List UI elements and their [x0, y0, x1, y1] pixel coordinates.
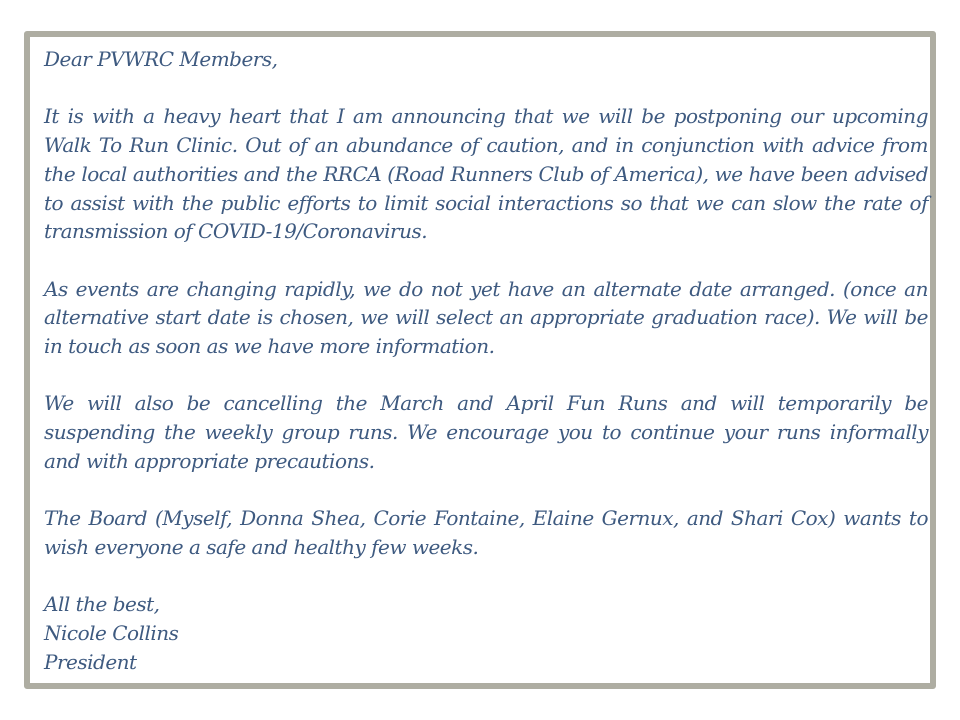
signer-title: President	[44, 649, 137, 674]
paragraph-postponement: It is with a heavy heart that I am announcing that we will be postponing our upcoming Walk To Run Clinic. Out of an abundance of caution, and in conjunction with advice from the local authorities and the RRCA (Road Runners Club of America), we have been advised to assist with the public efforts to limit social interactions so that we can slow the rate of transmission of COVID-19/Coronavirus.	[44, 104, 928, 244]
letter-body	[44, 45, 928, 676]
letter-frame	[24, 31, 936, 689]
closing-block	[44, 590, 928, 676]
closing: All the best,	[44, 592, 160, 617]
salutation: Dear PVWRC Members,	[44, 47, 278, 71]
paragraph-fun-runs: We will also be cancelling the March and April Fun Runs and will temporarily be suspending the weekly group runs. We encourage you to continue your runs informally and with appropriate precautions.	[44, 391, 928, 473]
paragraph-board-wishes: The Board (Myself, Donna Shea, Corie Fontaine, Elaine Gernux, and Shari Cox) wants to wish everyone a safe and healthy few weeks.	[44, 506, 928, 559]
signer-name: Nicole Collins	[44, 620, 179, 645]
paragraph-alternate-date: As events are changing rapidly, we do not yet have an alternate date arranged. (once an alternative start date is chosen, we will select an appropriate graduation race). We will be in touch as soon as we have more information.	[44, 276, 928, 358]
